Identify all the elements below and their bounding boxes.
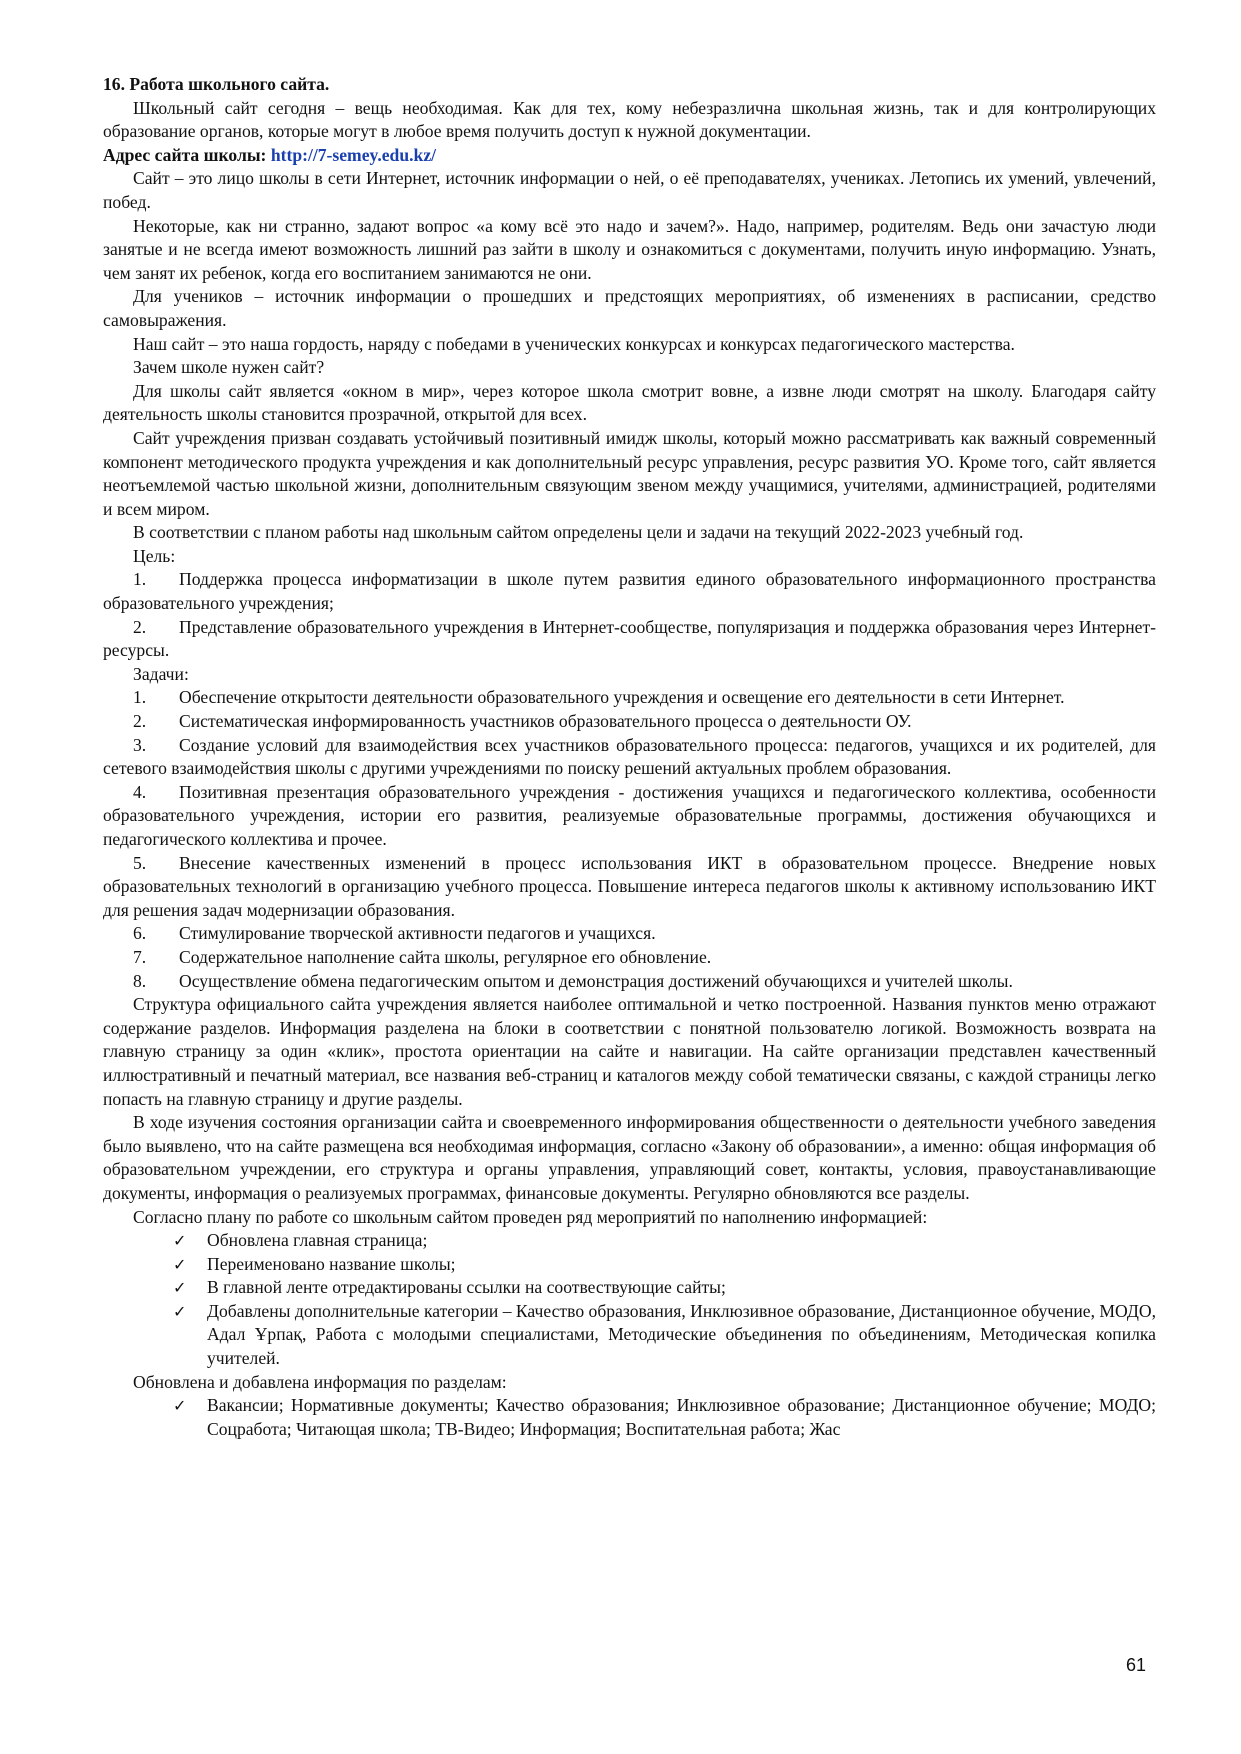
sections-list (103, 1394, 1156, 1441)
address-label: Адрес сайта школы: (103, 144, 267, 165)
task-item (103, 922, 1156, 946)
paragraph-4: Наш сайт – это наша гордость, наряду с победами в ученических конкурсах и конкурсах педагогического мастерства. (133, 333, 1015, 354)
list-item (103, 1253, 1156, 1277)
address-line (103, 144, 1156, 168)
list-item (103, 1300, 1156, 1371)
task-number: 4. (133, 781, 147, 802)
task-item (103, 734, 1156, 781)
checkmark-icon: ✓ (173, 1231, 187, 1251)
intro-paragraph: Школьный сайт сегодня – вещь необходимая. Как для тех, кому небезразлична школьная жизнь, так и для контролирующих образование органов, которые могут в любое время получить доступ к нужной документации. (103, 97, 1156, 142)
paragraph-7: Сайт учреждения призван создавать устойчивый позитивный имидж школы, который можно рассматривать как важный современный компонент методического продукта учреждения и как дополнительный ресурс управления, ресурс развития УО. Кроме того, сайт является неотъемлемой частью школьной жизни, дополнительным связующим звеном между учащимися, учителями, администрацией, родителями и всем миром. (103, 427, 1156, 519)
checkmark-icon: ✓ (173, 1396, 187, 1416)
task-item (103, 946, 1156, 970)
school-site-link[interactable]: http://7-semey.edu.kz/ (270, 144, 437, 165)
task-number: 5. (133, 852, 147, 873)
list-item-text: Обновлена главная страница; (207, 1230, 428, 1251)
goal-text: Поддержка процесса информатизации в школе путем развития единого образовательного информационного пространства образовательного учреждения; (103, 569, 1156, 614)
task-number: 8. (133, 970, 147, 991)
task-text: Осуществление обмена педагогическим опытом и демонстрация достижений обучающихся и учителей школы. (179, 970, 1013, 991)
goal-item (103, 568, 1156, 615)
list-item-text: Переименовано название школы; (207, 1253, 456, 1274)
document-page (103, 73, 1156, 1441)
page-number: 61 (1126, 1655, 1147, 1675)
section-heading: 16. Работа школьного сайта. (103, 74, 330, 94)
task-number: 3. (133, 734, 147, 755)
paragraph-5: Зачем школе нужен сайт? (133, 357, 325, 378)
paragraph-1: Сайт – это лицо школы в сети Интернет, источник информации о ней, о её преподавателях, учениках. Летопись их умений, увлечений, побед. (103, 168, 1156, 212)
goal-label: Цель: (133, 545, 176, 566)
paragraph-6: Для школы сайт является «окном в мир», через которое школа смотрит вовне, а извне люди смотрят на школу. Благодаря сайту деятельность школы становится прозрачной, открытой для всех. (103, 380, 1156, 425)
goal-number: 1. (133, 569, 147, 590)
task-number: 6. (133, 923, 147, 944)
task-text: Стимулирование творческой активности педагогов и учащихся. (179, 923, 656, 944)
paragraph-9: Структура официального сайта учреждения является наиболее оптимальной и четко построенной. Названия пунктов меню отражают содержание разделов. Информация разделена на блоки в соответствии с понятной пользователю логикой. Возможность возврата на главную страницу за один «клик», простота ориентации на сайте и навигации. На сайте организации представлен качественный иллюстративный и печатный материал, все названия веб-страниц и каталогов между собой тематически связаны, с каждой страницы легко попасть на главную страницу и другие разделы. (103, 994, 1156, 1109)
task-number: 7. (133, 946, 147, 967)
paragraph-2: Некоторые, как ни странно, задают вопрос «а кому всё это надо и зачем?». Надо, например, родителям. Ведь они зачастую люди занятые и не всегда имеют возможность лишний раз зайти в школу и ознакомиться с документами, получить иную информацию. Узнать, чем занят их ребенок, когда его воспитанием занимаются не они. (103, 215, 1156, 283)
list-item (103, 1229, 1156, 1253)
task-item (103, 852, 1156, 923)
goal-text: Представление образовательного учреждения в Интернет-сообществе, популяризация и поддержка образования через Интернет-ресурсы. (103, 616, 1156, 661)
paragraph-10: В ходе изучения состояния организации сайта и своевременного информирования общественности о деятельности учебного заведения было выявлено, что на сайте размещена вся необходимая информация, согласно «Закону об образовании», а именно: общая информация об образовательном учреждении, его структура и органы управления, управляющий совет, контакты, условия, правоустанавливающие документы, информация о реализуемых программах, финансовые документы. Регулярно обновляются все разделы. (103, 1112, 1156, 1203)
task-text: Позитивная презентация образовательного учреждения - достижения учащихся и педагогического коллектива, особенности образовательного учреждения, истории его развития, реализуемые образовательные программы, достижения обучающихся и педагогического коллектива и прочее. (103, 781, 1156, 849)
task-text: Создание условий для взаимодействия всех участников образовательного процесса: педагогов, учащихся и их родителей, для сетевого взаимодействия школы с другими учреждениями по поиску решений актуальных проблем образования. (103, 734, 1156, 779)
task-item (103, 686, 1156, 710)
paragraph-3: Для учеников – источник информации о прошедших и предстоящих мероприятиях, об изменениях в расписании, средство самовыражения. (103, 286, 1156, 330)
task-item (103, 970, 1156, 994)
goal-item (103, 616, 1156, 663)
list-item-text: В главной ленте отредактированы ссылки на соотвествующие сайты; (207, 1277, 726, 1298)
paragraph-12: Обновлена и добавлена информация по разделам: (133, 1371, 507, 1392)
task-item (103, 710, 1156, 734)
task-number: 2. (133, 711, 147, 732)
task-text: Систематическая информированность участников образовательного процесса о деятельности ОУ. (179, 711, 912, 732)
task-text: Внесение качественных изменений в процесс использования ИКТ в образовательном процессе. Внедрение новых образовательных технологий в организацию учебного процесса. Повышение интереса педагогов школы к активному использованию ИКТ для решения задач модернизации образования. (103, 852, 1156, 920)
task-item (103, 781, 1156, 852)
tasks-label: Задачи: (133, 663, 189, 684)
list-item (103, 1394, 1156, 1441)
paragraph-11: Согласно плану по работе со школьным сайтом проведен ряд мероприятий по наполнению информацией: (133, 1206, 928, 1227)
goal-number: 2. (133, 616, 147, 637)
checkmark-icon: ✓ (173, 1301, 187, 1321)
checkmark-icon: ✓ (173, 1278, 187, 1298)
paragraph-8: В соответствии с планом работы над школьным сайтом определены цели и задачи на текущий 2022-2023 учебный год. (133, 522, 1024, 543)
list-item-text: Вакансии; Нормативные документы; Качество образования; Инклюзивное образование; Дистанционное обучение; МОДО; Соцработа; Читающая школа; ТВ-Видео; Информация; Воспитательная работа; Жас (207, 1395, 1156, 1439)
list-item (103, 1276, 1156, 1300)
task-number: 1. (133, 687, 147, 708)
list-item-text: Добавлены дополнительные категории – Качество образования, Инклюзивное образование, Дистанционное обучение, МОДО, Адал Ұрпақ, Работа с молодыми специалистами, Методические объединения по объединениям, Методическая копилка учителей. (207, 1300, 1156, 1369)
done-list (103, 1229, 1156, 1371)
task-text: Обеспечение открытости деятельности образовательного учреждения и освещение его деятельности в сети Интернет. (179, 687, 1065, 708)
task-text: Содержательное наполнение сайта школы, регулярное его обновление. (179, 946, 712, 967)
checkmark-icon: ✓ (173, 1254, 187, 1274)
